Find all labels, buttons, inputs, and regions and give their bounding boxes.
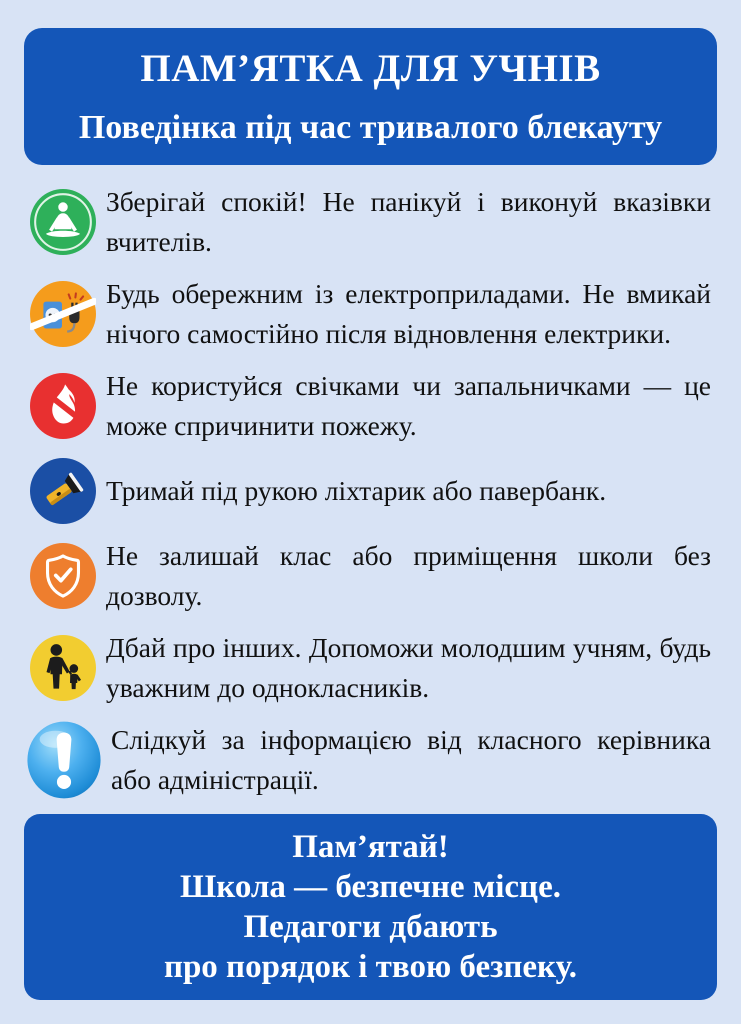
footer-banner bbox=[24, 814, 717, 1000]
rule-item-stay-in-school bbox=[30, 536, 711, 616]
rule-text: Будь обережним із електроприладами. Не вмикай нічого самостійно після відновлення електрики. bbox=[106, 278, 711, 349]
exclamation-icon bbox=[25, 721, 103, 799]
no-electrical-icon bbox=[30, 281, 96, 347]
rule-text: Слідкуй за інформацією від класного керівника або адміністрації. bbox=[111, 724, 711, 795]
footer-line: Педагоги дбають bbox=[243, 909, 498, 945]
flashlight-icon bbox=[30, 458, 96, 524]
rule-text: Не залишай клас або приміщення школи без дозволу. bbox=[106, 540, 711, 611]
shield-check-icon bbox=[30, 543, 96, 609]
rule-item-stay-calm bbox=[30, 182, 711, 262]
rule-text: Дбай про інших. Допоможи молодшим учням, будь уважним до однокласників. bbox=[106, 632, 711, 703]
footer-line: про порядок і твою безпеку. bbox=[163, 949, 578, 985]
rule-text: Зберігай спокій! Не панікуй і виконуй вказівки вчителів. bbox=[106, 186, 711, 257]
rule-text: Не користуйся свічками чи запальничками — це може спричинити пожежу. bbox=[106, 370, 711, 441]
adult-child-icon bbox=[30, 635, 96, 701]
rule-item-no-fire bbox=[30, 366, 711, 446]
rule-item-care-for-others bbox=[30, 628, 711, 708]
rules-list bbox=[24, 165, 717, 800]
no-fire-icon bbox=[30, 373, 96, 439]
header-banner bbox=[24, 28, 717, 165]
footer-line: Пам’ятай! bbox=[292, 829, 449, 865]
meditation-icon bbox=[30, 189, 96, 255]
page-subtitle: Поведінка під час тривалого блекауту bbox=[78, 109, 663, 146]
rule-item-follow-information bbox=[30, 720, 711, 800]
rule-text: Тримай під рукою ліхтарик або павербанк. bbox=[106, 475, 607, 506]
rule-item-flashlight bbox=[30, 458, 711, 524]
rule-item-electrical-caution bbox=[30, 274, 711, 354]
page-title: ПАМ’ЯТКА ДЛЯ УЧНІВ bbox=[140, 47, 601, 90]
footer-line: Школа — безпечне місце. bbox=[180, 869, 561, 905]
